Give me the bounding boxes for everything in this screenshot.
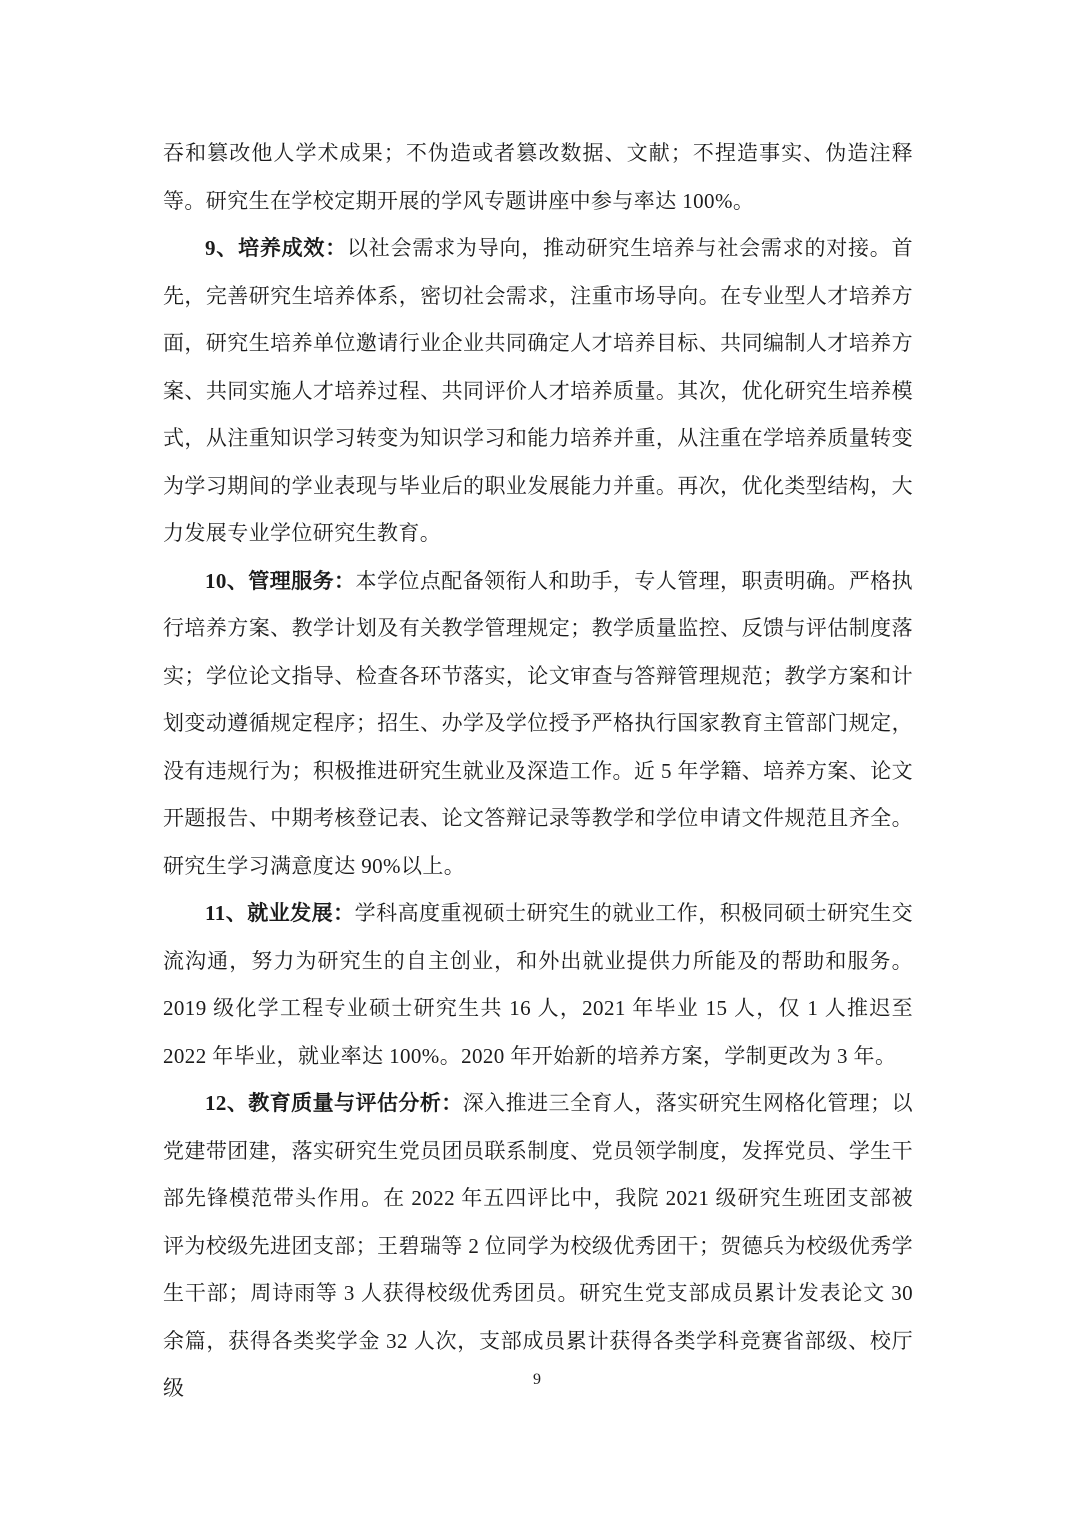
page-number: 9 [533, 1371, 541, 1388]
paragraph-section-10 [163, 558, 913, 891]
paragraph-continuation [163, 130, 913, 225]
paragraph-text: 学科高度重视硕士研究生的就业工作，积极同硕士研究生交流沟通，努力为研究生的自主创业，和外出就业提供力所能及的帮助和服务。2019 级化学工程专业硕士研究生共 16 人，2021 年毕业 15 人，仅 1 人推迟至 2022 年毕业，就业率达 100%。2020 年开始新的培养方案，学制更改为 3 年。 [163, 901, 913, 1068]
paragraph-lead: 9、培养成效： [205, 236, 347, 260]
paragraph-text: 以社会需求为导向，推动研究生培养与社会需求的对接。首先，完善研究生培养体系，密切社会需求，注重市场导向。在专业型人才培养方面，研究生培养单位邀请行业企业共同确定人才培养目标、共同编制人才培养方案、共同实施人才培养过程、共同评价人才培养质量。其次，优化研究生培养模式，从注重知识学习转变为知识学习和能力培养并重，从注重在学培养质量转变为学习期间的学业表现与毕业后的职业发展能力并重。再次，优化类型结构，大力发展专业学位研究生教育。 [163, 236, 913, 545]
paragraph-lead: 11、就业发展： [205, 901, 355, 925]
paragraph-lead: 12、教育质量与评估分析： [205, 1091, 463, 1115]
paragraph-section-12 [163, 1080, 913, 1413]
paragraph-text: 本学位点配备领衔人和助手，专人管理，职责明确。严格执行培养方案、教学计划及有关教学管理规定；教学质量监控、反馈与评估制度落实；学位论文指导、检查各环节落实，论文审查与答辩管理规范；教学方案和计划变动遵循规定程序；招生、办学及学位授予严格执行国家教育主管部门规定，没有违规行为；积极推进研究生就业及深造工作。近 5 年学籍、培养方案、论文开题报告、中期考核登记表、论文答辩记录等教学和学位申请文件规范且齐全。研究生学习满意度达 90%以上。 [163, 568, 913, 878]
paragraph-section-9 [163, 225, 913, 558]
paragraph-text: 吞和篡改他人学术成果；不伪造或者篡改数据、文献；不捏造事实、伪造注释等。研究生在学校定期开展的学风专题讲座中参与率达 100%。 [163, 141, 913, 213]
paragraph-section-11 [163, 890, 913, 1080]
paragraph-lead: 10、管理服务： [205, 568, 356, 593]
document-body [163, 130, 913, 1413]
paragraph-text: 深入推进三全育人，落实研究生网格化管理；以党建带团建，落实研究生党员团员联系制度、党员领学制度，发挥党员、学生干部先锋模范带头作用。在 2022 年五四评比中，我院 2021 级研究生班团支部被评为校级先进团支部；王碧瑞等 2 位同学为校级优秀团干；贺德兵为校级优秀学生干部；周诗雨等 3 人获得校级优秀团员。研究生党支部成员累计发表论文 30 余篇，获得各类奖学金 32 人次，支部成员累计获得各类学科竞赛省部级、校厅级 [163, 1091, 914, 1400]
